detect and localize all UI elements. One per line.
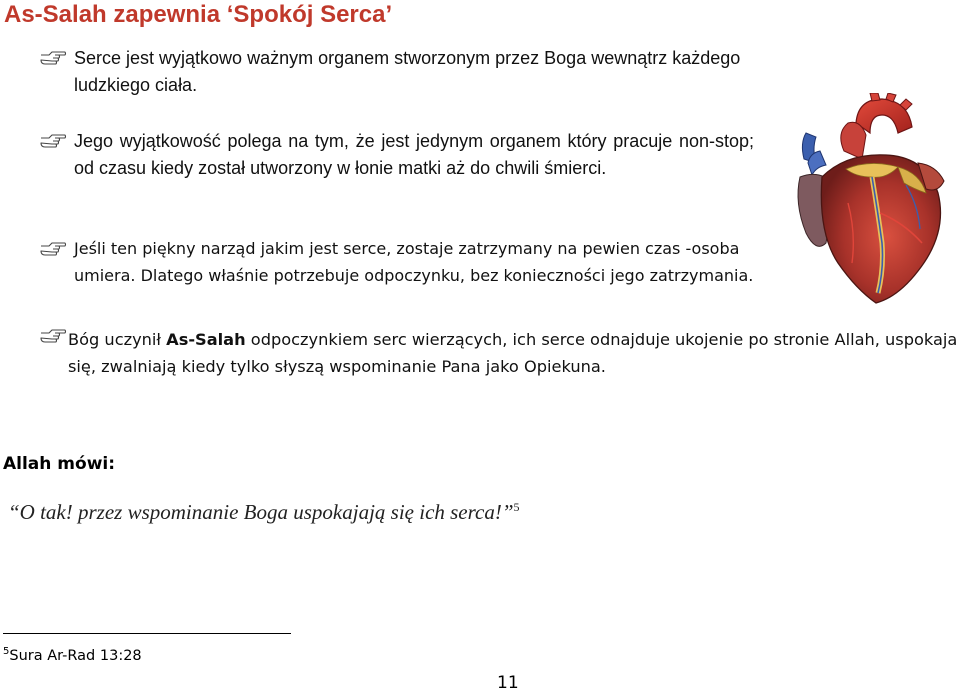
pointing-hand-icon bbox=[39, 132, 67, 148]
page-title: As-Salah zapewnia ‘Spokój Serca’ bbox=[4, 1, 393, 28]
bullet-1-text: Serce jest wyjątkowo ważnym organem stworzonym przez Boga wewnątrz każdego ludzkiego ciała. bbox=[74, 48, 741, 95]
pointing-hand-icon bbox=[39, 327, 67, 343]
quote-footnote-ref: 5 bbox=[513, 500, 520, 514]
bullet-4 bbox=[39, 327, 957, 380]
quran-quote bbox=[8, 500, 520, 525]
as-salah-bold: As-Salah bbox=[166, 330, 246, 349]
footnote-divider bbox=[3, 633, 291, 634]
bullet-3 bbox=[39, 236, 759, 289]
footnote-mark: 5 bbox=[3, 646, 10, 657]
pointing-hand-icon bbox=[39, 49, 67, 65]
allah-says-label: Allah mówi: bbox=[3, 454, 116, 474]
bullet-1 bbox=[39, 45, 759, 98]
bullet-4-text-a: Bóg uczynił bbox=[68, 330, 167, 349]
bullet-4-text-b: odpoczynkiem serc wierzących, ich serce odnajduje ukojenie po stronie Allah, uspokaja się, zwalniają kiedy tylko słyszą wspominanie Pana jako Opiekuna. bbox=[68, 330, 958, 376]
bullet-2 bbox=[39, 128, 759, 181]
anatomical-heart-icon bbox=[786, 93, 950, 305]
bullet-2-text: Jego wyjątkowość polega na tym, że jest jedynym organem który pracuje non-stop; od czasu kiedy został utworzony w łonie matki aż do chwili śmierci. bbox=[74, 131, 754, 178]
page-number: 11 bbox=[497, 673, 519, 693]
pointing-hand-icon bbox=[39, 240, 67, 256]
quote-text: “O tak! przez wspominanie Boga uspokajają się ich serca!” bbox=[8, 500, 514, 524]
bullet-4-text bbox=[68, 327, 958, 380]
bullet-3-text: Jeśli ten piękny narząd jakim jest serce, zostaje zatrzymany na pewien czas -osoba umiera. Dlatego właśnie potrzebuje odpoczynku, bez konieczności jego zatrzymania. bbox=[74, 239, 754, 285]
footnote bbox=[3, 646, 142, 664]
footnote-text: Sura Ar-Rad 13:28 bbox=[9, 647, 142, 664]
